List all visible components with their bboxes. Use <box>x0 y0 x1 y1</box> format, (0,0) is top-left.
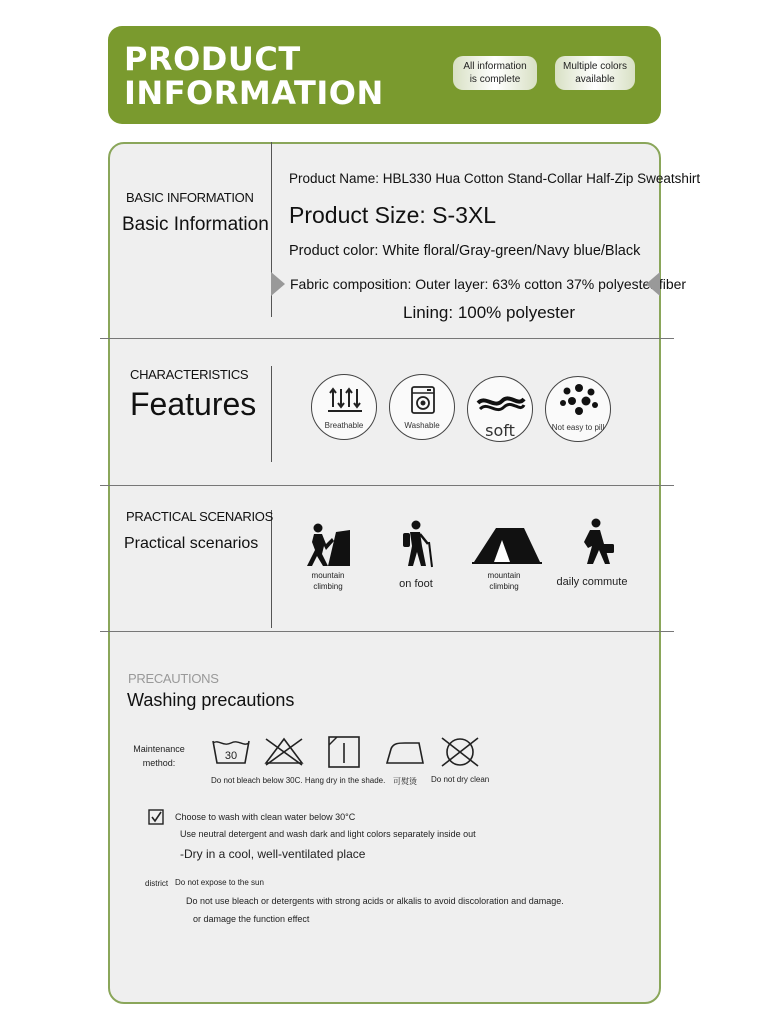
badge-info-complete: All information is complete <box>453 56 537 90</box>
product-info-card <box>108 142 661 1004</box>
breathable-icon <box>325 385 365 415</box>
iron-icon <box>385 739 425 767</box>
hiker-icon <box>400 520 434 568</box>
bleach-note: Do not use bleach or detergents with strong acids or alkalis to avoid discoloration and damage. <box>186 896 564 906</box>
scenarios-subheading: Practical scenarios <box>124 535 259 552</box>
commuter-icon <box>576 518 616 566</box>
feature-label: soft <box>485 421 515 440</box>
maintenance-method-label: Maintenance method: <box>133 744 185 768</box>
basic-info-heading: BASIC INFORMATION <box>126 190 254 205</box>
care-tip: -Dry in a cool, well-ventilated place <box>180 847 366 861</box>
no-bleach-icon <box>262 737 306 767</box>
dry-clean-caption: Do not dry clean <box>431 775 490 784</box>
feature-anti-pilling <box>545 376 611 442</box>
product-name: Product Name: HBL330 Hua Cotton Stand-Collar Half-Zip Sweatshirt <box>289 171 701 186</box>
section-divider <box>100 485 674 486</box>
scenario-label: daily commute <box>556 576 628 588</box>
product-color: Product color: White floral/Gray-green/Navy blue/Black <box>289 243 641 259</box>
fabric-composition: Fabric composition: Outer layer: 63% cotton 37% polyester fiber <box>290 276 687 292</box>
feature-label: Not easy to pill <box>551 423 605 432</box>
feature-label: Washable <box>404 421 440 430</box>
iron-caption: 可熨烫 <box>393 777 417 786</box>
lining: Lining: 100% polyester <box>403 303 576 322</box>
checkbox-icon <box>148 809 164 825</box>
basic-info-subheading: Basic Information <box>122 214 269 235</box>
washing-machine-icon <box>408 385 438 415</box>
scenario-label: on foot <box>399 578 433 590</box>
feature-soft <box>467 376 533 442</box>
wash-30-icon <box>211 737 251 767</box>
column-divider <box>271 366 272 462</box>
decorative-arrow-right <box>646 272 660 296</box>
care-caption: Do not bleach below 30C. Hang dry in the shade. <box>211 776 386 785</box>
care-tip: Use neutral detergent and wash dark and light colors separately inside out <box>180 829 476 839</box>
product-size: Product Size: S-3XL <box>289 202 497 228</box>
anti-pilling-icon <box>557 383 601 419</box>
features-subheading: Features <box>130 386 257 422</box>
scenario-label: mountain climbing <box>487 571 521 591</box>
scenarios-heading: PRACTICAL SCENARIOS <box>126 509 273 524</box>
scenario-label: mountain climbing <box>311 571 345 591</box>
function-note: or damage the function effect <box>193 914 310 924</box>
no-dry-clean-icon <box>438 736 482 768</box>
title-line-1: PRODUCT <box>124 40 301 78</box>
section-divider <box>100 338 674 339</box>
feature-washable <box>389 374 455 440</box>
care-tip: Choose to wash with clean water below 30°C <box>175 812 356 822</box>
section-divider <box>100 631 674 632</box>
hang-dry-shade-icon <box>327 735 361 769</box>
feature-breathable <box>311 374 377 440</box>
wash-temperature: 30 <box>224 750 238 762</box>
title-line-2: INFORMATION <box>124 74 384 112</box>
district-label: district <box>145 879 169 888</box>
tent-icon <box>472 526 542 564</box>
page-title <box>124 42 384 110</box>
decorative-arrow-left <box>271 272 285 296</box>
feature-label: Breathable <box>324 421 364 430</box>
soft-fabric-icon <box>476 393 526 415</box>
badge-multiple-colors: Multiple colors available <box>555 56 635 90</box>
district-text: Do not expose to the sun <box>175 878 264 887</box>
precautions-heading: PRECAUTIONS <box>128 671 219 686</box>
column-divider <box>271 510 272 628</box>
washing-precautions-subheading: Washing precautions <box>127 690 295 710</box>
climber-icon <box>306 522 350 568</box>
header-banner <box>108 26 661 124</box>
characteristics-heading: CHARACTERISTICS <box>130 367 249 382</box>
